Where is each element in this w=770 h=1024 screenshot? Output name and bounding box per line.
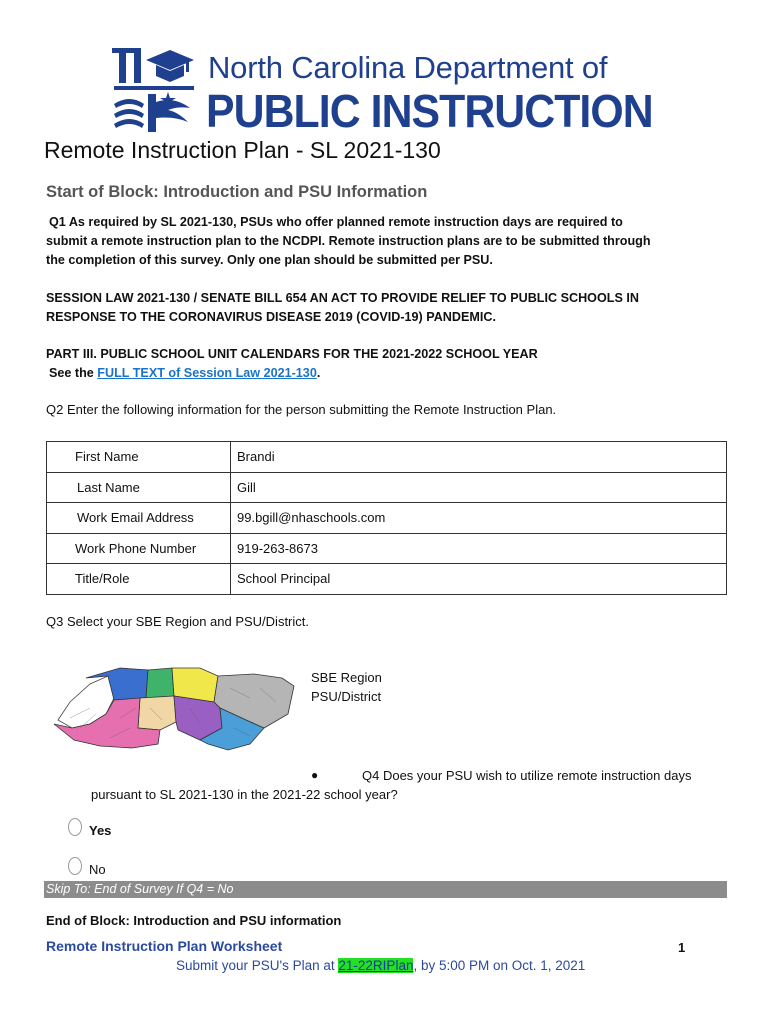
part-iii-see-line	[46, 364, 726, 383]
end-of-block-text: End of Block: Introduction and PSU information	[46, 913, 342, 928]
see-suffix: .	[316, 366, 321, 380]
ncdpi-emblem-icon	[112, 46, 196, 132]
session-law-full-text-link[interactable]: FULL TEXT of Session Law 2021-130	[97, 366, 317, 380]
question-q1-text	[46, 213, 726, 270]
q1-line-2: submit a remote instruction plan to the NCDPI. Remote instruction plans are to be submitted through	[46, 234, 651, 248]
q1-line-1: Q1 As required by SL 2021-130, PSUs who offer planned remote instruction days are required to	[49, 215, 623, 229]
skip-logic-text: Skip To: End of Survey If Q4 = No	[46, 882, 234, 896]
footer-note	[176, 958, 585, 973]
field-value: Gill	[231, 472, 727, 503]
ncdpi-logo	[112, 44, 662, 137]
field-label: Work Phone Number	[47, 533, 231, 564]
field-label: Last Name	[47, 472, 231, 503]
no-radio[interactable]	[68, 857, 82, 875]
table-row	[47, 442, 727, 473]
no-option-label[interactable]: No	[89, 862, 106, 877]
footer-title: Remote Instruction Plan Worksheet	[46, 938, 283, 954]
footer-note-prefix: Submit your PSU's Plan at	[176, 958, 339, 973]
q1-line-3: the completion of this survey. Only one plan should be submitted per PSU.	[46, 253, 493, 267]
see-prefix: See the	[49, 366, 98, 380]
logo-line-public-instruction: PUBLIC INSTRUCTION	[206, 85, 653, 137]
bullet-icon: ●	[311, 768, 319, 782]
table-row	[47, 472, 727, 503]
session-law-line-2: RESPONSE TO THE CORONAVIRUS DISEASE 2019 (COVID-19) PANDEMIC.	[46, 310, 496, 324]
riplan-link[interactable]: 21-22RIPlan	[338, 958, 414, 973]
block-title: Start of Block: Introduction and PSU Information	[46, 183, 428, 201]
field-label: First Name	[47, 442, 231, 473]
field-value: 919-263-8673	[231, 533, 727, 564]
table-row	[47, 533, 727, 564]
question-q2-text: Q2 Enter the following information for the person submitting the Remote Instruction Plan.	[46, 402, 557, 417]
field-value: 99.bgill@nhaschools.com	[231, 503, 727, 534]
session-law-text	[46, 289, 726, 327]
page-number: 1	[678, 940, 686, 955]
field-value: Brandi	[231, 442, 727, 473]
question-q4-line-2: pursuant to SL 2021-130 in the 2021-22 school year?	[91, 787, 398, 802]
question-q4-line-1: Q4 Does your PSU wish to utilize remote instruction days	[362, 768, 692, 783]
part-iii-heading: PART III. PUBLIC SCHOOL UNIT CALENDARS FOR THE 2021-2022 SCHOOL YEAR	[46, 347, 538, 361]
table-row	[47, 503, 727, 534]
part-iii-text	[46, 345, 726, 383]
question-q3-text: Q3 Select your SBE Region and PSU/District.	[46, 614, 310, 629]
nc-sbe-region-map[interactable]	[50, 658, 300, 758]
yes-radio[interactable]	[68, 818, 82, 836]
contact-info-table	[46, 441, 727, 595]
footer-note-suffix: , by 5:00 PM on Oct. 1, 2021	[413, 958, 586, 973]
field-label: Work Email Address	[47, 503, 231, 534]
field-value: School Principal	[231, 564, 727, 595]
session-law-line-1: SESSION LAW 2021-130 / SENATE BILL 654 AN ACT TO PROVIDE RELIEF TO PUBLIC SCHOOLS IN	[46, 291, 639, 305]
psu-district-label: PSU/District	[311, 689, 382, 704]
sbe-region-label: SBE Region	[311, 670, 382, 685]
logo-line-department: North Carolina Department of	[208, 50, 608, 85]
page-title: Remote Instruction Plan - SL 2021-130	[44, 137, 441, 163]
table-row	[47, 564, 727, 595]
yes-option-label[interactable]: Yes	[89, 823, 112, 838]
skip-logic-bar	[44, 881, 727, 898]
field-label: Title/Role	[47, 564, 231, 595]
